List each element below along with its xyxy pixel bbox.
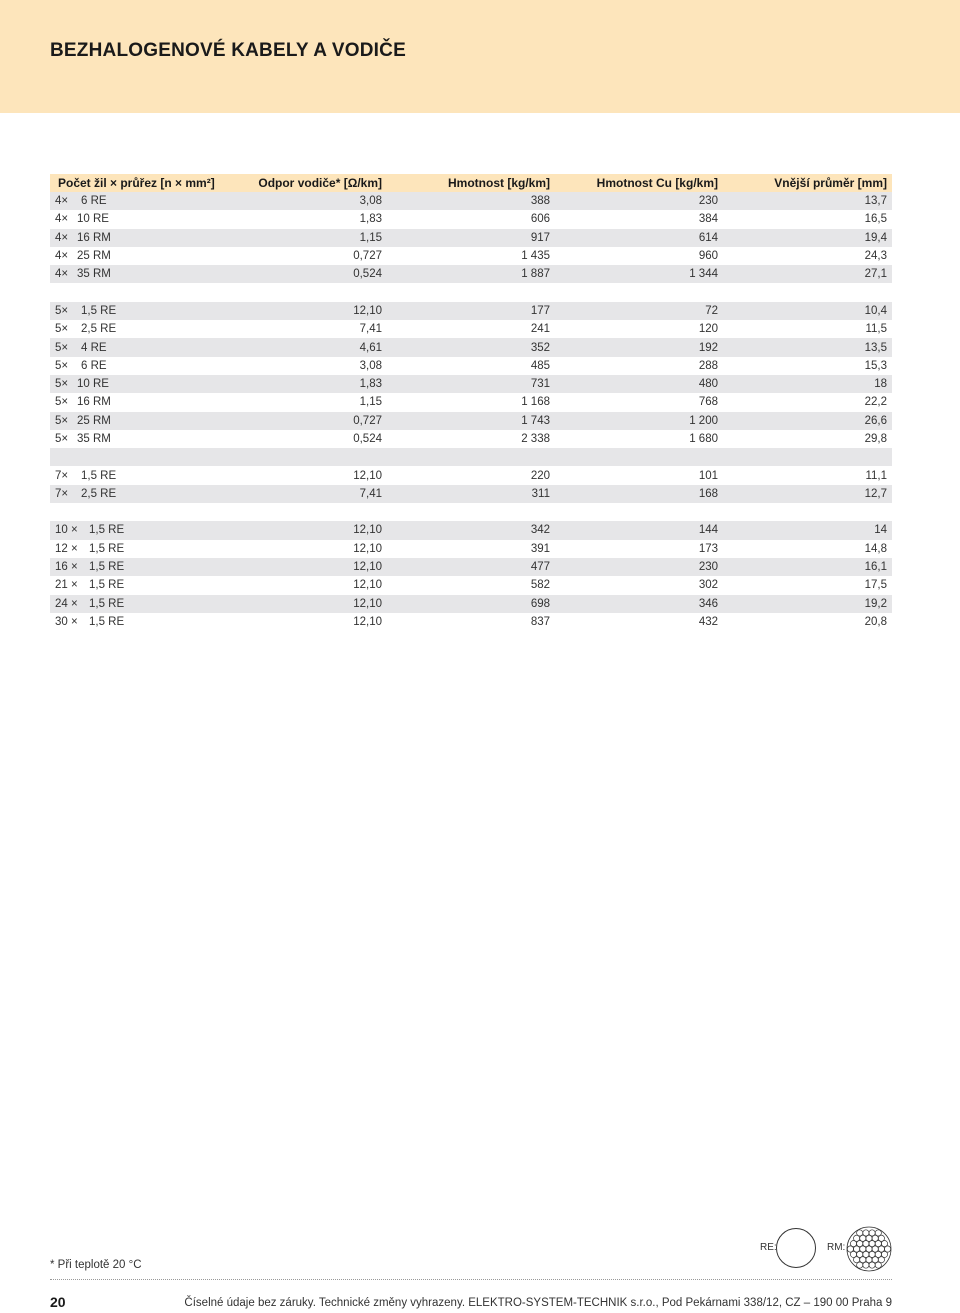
cell-weight: 2 338 [521, 433, 550, 445]
cell-resistance: 7,41 [359, 323, 382, 336]
table-row [50, 430, 892, 448]
cell-diameter: 19,2 [723, 595, 892, 613]
cell-resistance: 7,41 [220, 485, 387, 503]
cell-cu-weight: 768 [698, 396, 718, 409]
header-cores-cross-section: Počet žil × průřez [n × mm²] [50, 174, 220, 192]
cell-resistance: 1,83 [220, 375, 387, 393]
cross-section: 10 RE [77, 213, 109, 226]
cell-resistance: 3,08 [220, 192, 387, 210]
cell-cores-size [50, 229, 220, 247]
core-count: 5× [55, 414, 69, 427]
cell-diameter: 22,2 [864, 396, 887, 409]
cell-weight: 1 168 [521, 396, 550, 409]
cell-cores-size [50, 466, 220, 484]
table-row [50, 210, 892, 228]
cell-resistance: 0,524 [353, 433, 382, 445]
cell-cu-weight: 480 [555, 375, 723, 393]
table-header-row [50, 174, 892, 192]
cell-cores-size [50, 265, 220, 283]
cross-section: 1,5 RE [81, 304, 117, 317]
cell-resistance: 3,08 [359, 359, 382, 372]
cross-section: 1,5 RE [89, 542, 125, 555]
cell-resistance: 12,10 [220, 595, 387, 613]
cell-cores-size [50, 576, 220, 594]
core-count: 4× [55, 268, 69, 281]
cell-cu-weight: 960 [698, 250, 718, 263]
cell-cores-size [50, 540, 220, 558]
cable-data-table [50, 174, 892, 631]
cell-diameter: 14,8 [864, 542, 887, 555]
cell-cu-weight: 230 [555, 558, 723, 576]
cell-diameter: 16,1 [723, 558, 892, 576]
table-row [50, 247, 892, 265]
cross-section: 10 RE [77, 378, 109, 391]
cell-cu-weight: 614 [555, 229, 723, 247]
group-spacer [50, 448, 892, 466]
core-count: 10 × [55, 524, 78, 537]
table-row [50, 521, 892, 539]
header-weight: Hmotnost [kg/km] [387, 174, 555, 192]
cell-resistance: 4,61 [220, 338, 387, 356]
cell-cu-weight: 230 [555, 192, 723, 210]
header-outer-diameter: Vnější průměr [mm] [723, 174, 892, 192]
cell-diameter: 11,5 [865, 323, 887, 336]
cross-section: 1,5 RE [81, 469, 117, 482]
cell-cu-weight: 432 [698, 615, 718, 628]
cell-cores-size [50, 558, 220, 576]
cell-weight: 606 [530, 213, 550, 226]
cell-diameter: 24,3 [864, 250, 887, 263]
cell-cu-weight: 288 [698, 359, 718, 372]
cell-cu-weight: 1 344 [555, 265, 723, 283]
core-count: 4× [55, 250, 69, 263]
cross-section: 25 RM [77, 250, 111, 263]
cross-section: 1,5 RE [89, 597, 125, 610]
cell-cores-size [50, 302, 220, 320]
cell-resistance: 12,10 [220, 521, 387, 539]
legend-re-label: RE: [760, 1242, 777, 1253]
cell-resistance: 0,727 [220, 412, 387, 430]
cell-diameter: 27,1 [723, 265, 892, 283]
cell-weight: 352 [387, 338, 555, 356]
cross-section: 1,5 RE [89, 615, 125, 628]
cell-diameter: 29,8 [864, 433, 887, 445]
cell-resistance: 1,15 [220, 229, 387, 247]
core-count: 5× [55, 341, 69, 354]
cell-cores-size [50, 192, 220, 210]
cell-cu-weight: 120 [698, 323, 718, 336]
table-row [50, 302, 892, 320]
footnote: * Při teplotě 20 °C [50, 1259, 142, 1271]
cell-weight: 837 [530, 615, 550, 628]
core-count: 7× [55, 469, 69, 482]
cell-cores-size [50, 485, 220, 503]
cell-weight: 391 [530, 542, 550, 555]
page-number: 20 [50, 1294, 66, 1310]
table-row [50, 540, 892, 558]
core-count: 24 × [55, 597, 78, 610]
cross-section: 1,5 RE [89, 524, 125, 537]
cell-resistance: 12,10 [353, 615, 382, 628]
core-count: 5× [55, 378, 69, 391]
core-count: 5× [55, 323, 69, 336]
table-row [50, 357, 892, 375]
cell-diameter: 13,7 [723, 192, 892, 210]
cross-section: 6 RE [81, 359, 107, 372]
cross-section: 1,5 RE [89, 579, 125, 592]
cell-cores-size [50, 613, 220, 631]
table-row [50, 265, 892, 283]
cell-cores-size [50, 320, 220, 338]
cell-cu-weight: 1 200 [555, 412, 723, 430]
cross-section: 4 RE [81, 341, 107, 354]
cell-cores-size [50, 357, 220, 375]
cell-weight: 342 [387, 521, 555, 539]
core-count: 21 × [55, 579, 78, 592]
cell-cu-weight: 144 [555, 521, 723, 539]
cell-cores-size [50, 521, 220, 539]
legend-rm-label: RM: [827, 1242, 846, 1253]
core-count: 4× [55, 195, 69, 208]
cell-cu-weight: 346 [555, 595, 723, 613]
cell-weight: 917 [387, 229, 555, 247]
cross-section: 16 RM [77, 231, 111, 244]
cell-weight: 177 [387, 302, 555, 320]
cell-diameter: 19,4 [723, 229, 892, 247]
core-count: 7× [55, 487, 69, 500]
stranded-conductor-icon [846, 1226, 892, 1272]
cell-diameter: 14 [723, 521, 892, 539]
cross-section: 2,5 RE [81, 487, 117, 500]
table-row [50, 375, 892, 393]
spacer-cell [50, 503, 892, 521]
cell-diameter: 12,7 [723, 485, 892, 503]
cell-resistance: 12,10 [220, 302, 387, 320]
cross-section: 35 RM [77, 268, 111, 281]
core-count: 4× [55, 213, 69, 226]
cell-diameter: 13,5 [723, 338, 892, 356]
cross-section: 2,5 RE [81, 323, 117, 336]
cell-diameter: 26,6 [723, 412, 892, 430]
cell-weight: 1 435 [521, 250, 550, 263]
cell-resistance: 0,727 [353, 250, 382, 263]
cell-weight: 477 [387, 558, 555, 576]
cell-resistance: 0,524 [220, 265, 387, 283]
spacer-cell [50, 283, 892, 301]
cell-cores-size [50, 412, 220, 430]
cross-section: 16 RM [77, 396, 111, 409]
cell-cu-weight: 173 [698, 542, 718, 555]
core-count: 12 × [55, 542, 78, 555]
table-row [50, 466, 892, 484]
cell-cu-weight: 101 [698, 469, 718, 482]
cell-weight: 241 [530, 323, 550, 336]
cell-diameter: 18 [723, 375, 892, 393]
cell-weight: 731 [387, 375, 555, 393]
cell-cu-weight: 192 [555, 338, 723, 356]
table-row [50, 229, 892, 247]
cell-weight: 1 743 [387, 412, 555, 430]
cell-cu-weight: 302 [698, 579, 718, 592]
cell-diameter: 11,1 [865, 469, 887, 482]
core-count: 5× [55, 304, 69, 317]
table-row [50, 576, 892, 594]
cell-weight: 388 [387, 192, 555, 210]
core-count: 5× [55, 359, 69, 372]
cell-cu-weight: 1 680 [689, 433, 718, 445]
table-row [50, 192, 892, 210]
cell-cores-size [50, 393, 220, 411]
table-row [50, 595, 892, 613]
page-header [0, 0, 960, 113]
footer-text: Číselné údaje bez záruky. Technické změny vyhrazeny. ELEKTRO-SYSTEM-TECHNIK s.r.o., Pod Pekárnami 338/12, CZ – 190 00 Praha 9 [184, 1297, 892, 1309]
cell-cores-size [50, 430, 220, 448]
group-spacer [50, 283, 892, 301]
header-resistance: Odpor vodiče* [Ω/km] [220, 174, 387, 192]
core-count: 5× [55, 433, 69, 445]
header-cu-weight: Hmotnost Cu [kg/km] [555, 174, 723, 192]
cross-section: 25 RM [77, 414, 111, 427]
table-row [50, 320, 892, 338]
cell-resistance: 1,15 [359, 396, 382, 409]
page-title: BEZHALOGENOVÉ KABELY A VODIČE [50, 40, 406, 61]
cell-cores-size [50, 210, 220, 228]
cell-cores-size [50, 338, 220, 356]
cell-weight: 311 [387, 485, 555, 503]
cell-resistance: 12,10 [353, 579, 382, 592]
table-row [50, 613, 892, 631]
cross-section: 1,5 RE [89, 561, 125, 574]
table-row [50, 338, 892, 356]
spacer-cell [50, 448, 892, 466]
cell-diameter: 10,4 [723, 302, 892, 320]
cell-cores-size [50, 247, 220, 265]
cross-section: 6 RE [81, 195, 107, 208]
core-count: 4× [55, 231, 69, 244]
cell-diameter: 17,5 [864, 579, 887, 592]
cell-weight: 220 [530, 469, 550, 482]
cell-diameter: 15,3 [864, 359, 887, 372]
table-row [50, 412, 892, 430]
group-spacer [50, 503, 892, 521]
cell-weight: 698 [387, 595, 555, 613]
cell-resistance: 12,10 [220, 558, 387, 576]
cell-resistance: 1,83 [359, 213, 382, 226]
cell-diameter: 20,8 [864, 615, 887, 628]
table-body [50, 192, 892, 631]
cell-diameter: 16,5 [864, 213, 887, 226]
table-row [50, 393, 892, 411]
cross-section: 35 RM [77, 433, 111, 445]
cell-weight: 582 [530, 579, 550, 592]
core-count: 30 × [55, 615, 78, 628]
cell-cu-weight: 72 [555, 302, 723, 320]
cell-cores-size [50, 595, 220, 613]
cell-weight: 1 887 [387, 265, 555, 283]
table-row [50, 485, 892, 503]
cell-cu-weight: 168 [555, 485, 723, 503]
footer-divider [50, 1279, 892, 1280]
solid-conductor-icon [776, 1228, 816, 1268]
core-count: 16 × [55, 561, 78, 574]
core-count: 5× [55, 396, 69, 409]
table-row [50, 558, 892, 576]
cell-resistance: 12,10 [353, 469, 382, 482]
cell-cu-weight: 384 [698, 213, 718, 226]
cell-cores-size [50, 375, 220, 393]
cell-resistance: 12,10 [353, 542, 382, 555]
cell-weight: 485 [530, 359, 550, 372]
